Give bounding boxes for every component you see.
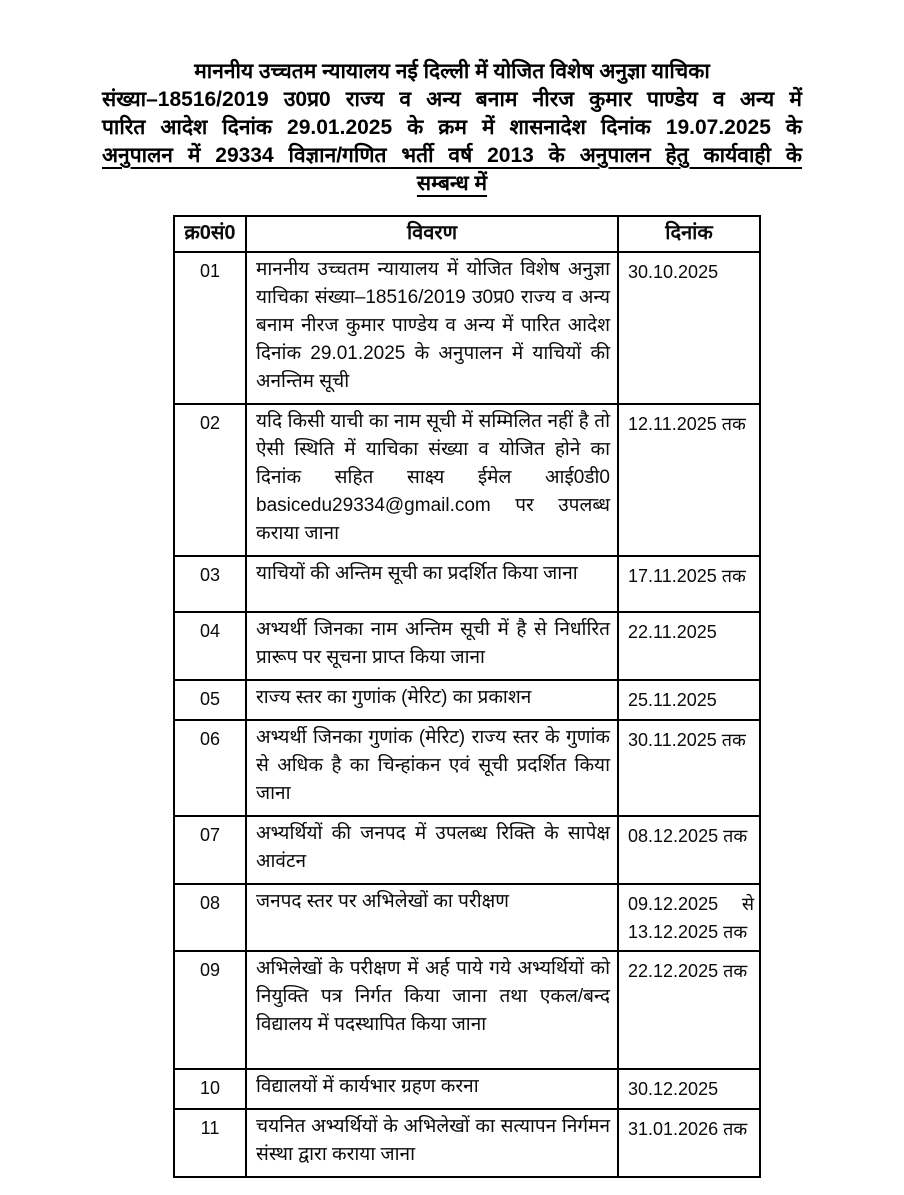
- description-cell: राज्य स्तर का गुणांक (मेरिट) का प्रकाशन: [246, 680, 618, 720]
- date-cell: 31.01.2026 तक: [618, 1109, 760, 1177]
- table-row: [174, 816, 760, 884]
- serial-cell: 10: [174, 1069, 246, 1109]
- table-row: [174, 612, 760, 680]
- serial-cell: 08: [174, 884, 246, 951]
- table-header-row: [174, 216, 760, 252]
- table-row: [174, 680, 760, 720]
- serial-cell: 05: [174, 680, 246, 720]
- serial-cell: 01: [174, 252, 246, 404]
- date-cell: 22.12.2025 तक: [618, 951, 760, 1069]
- header-date: दिनांक: [618, 216, 760, 252]
- date-cell: 30.11.2025 तक: [618, 720, 760, 816]
- serial-cell: 03: [174, 556, 246, 612]
- serial-cell: 06: [174, 720, 246, 816]
- description-cell: अभिलेखों के परीक्षण में अर्ह पाये गये अभ्यर्थियों को नियुक्ति पत्र निर्गत किया जाना तथा एकल/बन्द विद्यालय में पदस्थापित किया जाना: [246, 951, 618, 1069]
- serial-cell: 04: [174, 612, 246, 680]
- serial-cell: 09: [174, 951, 246, 1069]
- description-cell: अभ्यर्थी जिनका नाम अन्तिम सूची में है से निर्धारित प्रारूप पर सूचना प्राप्त किया जाना: [246, 612, 618, 680]
- table-row: [174, 252, 760, 404]
- header-description: विवरण: [246, 216, 618, 252]
- description-cell: अभ्यर्थियों की जनपद में उपलब्ध रिक्ति के सापेक्ष आवंटन: [246, 816, 618, 884]
- description-cell: यदि किसी याची का नाम सूची में सम्मिलित नहीं है तो ऐसी स्थिति में याचिका संख्या व योजित होने का दिनांक सहित साक्ष्य ईमेल आई0डी0 basicedu29334@gmail.com पर उपलब्ध कराया जाना: [246, 404, 618, 556]
- description-cell: विद्यालयों में कार्यभार ग्रहण करना: [246, 1069, 618, 1109]
- date-cell: 17.11.2025 तक: [618, 556, 760, 612]
- date-cell: 22.11.2025: [618, 612, 760, 680]
- description-cell: जनपद स्तर पर अभिलेखों का परीक्षण: [246, 884, 618, 951]
- title-line-2: संख्या–18516/2019 उ0प्र0 राज्य व अन्य बनाम नीरज कुमार पाण्डेय व अन्य में: [102, 88, 802, 111]
- header-serial: क्र0सं0: [174, 216, 246, 252]
- date-cell: 30.12.2025: [618, 1069, 760, 1109]
- title-line-3: पारित आदेश दिनांक 29.01.2025 के क्रम में शासनादेश दिनांक 19.07.2025 के: [102, 116, 802, 139]
- title-line-4: अनुपालन में 29334 विज्ञान/गणित भर्ती वर्ष 2013 के अनुपालन हेतु कार्यवाही के: [102, 144, 802, 167]
- table-row: [174, 720, 760, 816]
- table-row: [174, 951, 760, 1069]
- serial-cell: 02: [174, 404, 246, 556]
- date-cell: 25.11.2025: [618, 680, 760, 720]
- description-cell: याचियों की अन्तिम सूची का प्रदर्शित किया जाना: [246, 556, 618, 612]
- table-row: [174, 556, 760, 612]
- title-line-5: सम्बन्ध में: [416, 172, 488, 195]
- serial-cell: 07: [174, 816, 246, 884]
- table-row: [174, 1069, 760, 1109]
- serial-cell: 11: [174, 1109, 246, 1177]
- document-title: [102, 58, 802, 198]
- date-cell: 08.12.2025 तक: [618, 816, 760, 884]
- description-cell: माननीय उच्चतम न्यायालय में योजित विशेष अनुज्ञा याचिका संख्या–18516/2019 उ0प्र0 राज्य व अन्य बनाम नीरज कुमार पाण्डेय व अन्य में पारित आदेश दिनांक 29.01.2025 के अनुपालन में याचियों की अनन्तिम सूची: [246, 252, 618, 404]
- table-row: [174, 1109, 760, 1177]
- description-cell: अभ्यर्थी जिनका गुणांक (मेरिट) राज्य स्तर के गुणांक से अधिक है का चिन्हांकन एवं सूची प्रदर्शित किया जाना: [246, 720, 618, 816]
- date-cell: 12.11.2025 तक: [618, 404, 760, 556]
- title-line-1: माननीय उच्चतम न्यायालय नई दिल्ली में योजित विशेष अनुज्ञा याचिका: [194, 60, 710, 83]
- description-cell: चयनित अभ्यर्थियों के अभिलेखों का सत्यापन निर्गमन संस्था द्वारा कराया जाना: [246, 1109, 618, 1177]
- table-row: [174, 884, 760, 951]
- date-cell: 30.10.2025: [618, 252, 760, 404]
- schedule-table: [173, 215, 761, 1178]
- table-row: [174, 404, 760, 556]
- date-cell: 09.12.2025 से 13.12.2025 तक: [618, 884, 760, 951]
